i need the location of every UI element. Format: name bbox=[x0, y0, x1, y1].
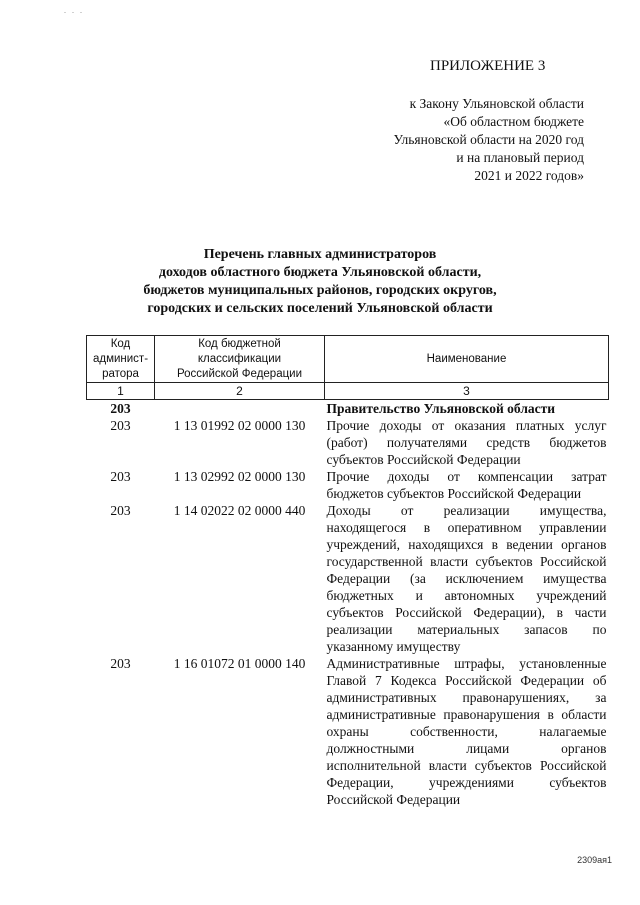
footer-code: 2309ая1 bbox=[577, 855, 612, 865]
name-cell: Прочие доходы от оказания платных услуг (работ) получателями средств бюджетов субъектов Российской Федерации bbox=[326, 418, 607, 467]
administrators-table bbox=[86, 335, 609, 808]
title-line: Перечень главных администраторов bbox=[203, 247, 437, 262]
name-cell: Правительство Ульяновской области bbox=[326, 401, 556, 416]
table-row bbox=[87, 417, 609, 468]
table-row bbox=[87, 400, 609, 418]
document-title bbox=[120, 246, 520, 318]
header-budget-code-line: классификации bbox=[197, 352, 282, 365]
title-line: городских и сельских поселений Ульяновской области bbox=[147, 301, 493, 316]
law-line: 2021 и 2022 годов» bbox=[474, 168, 584, 183]
table-row bbox=[87, 502, 609, 655]
table-row bbox=[87, 655, 609, 808]
admin-code-cell: 203 bbox=[110, 503, 131, 518]
table-row bbox=[87, 468, 609, 502]
column-number: 2 bbox=[155, 383, 325, 400]
name-cell: Доходы от реализации имущества, находящегося в оперативном управлении учреждений, находящихся в ведении органов государственной власти субъектов Российской Федерации (за исключением имущества бюджетных и автономных учреждений субъектов Российской Федерации), в части реализации материальных запасов по указанному имуществу bbox=[326, 503, 607, 654]
column-number: 3 bbox=[325, 383, 609, 400]
title-line: доходов областного бюджета Ульяновской области, bbox=[158, 265, 482, 280]
admin-code-cell: 203 bbox=[110, 401, 131, 416]
budget-code-cell: 1 16 01072 01 0000 140 bbox=[173, 656, 306, 671]
header-admin-code bbox=[87, 336, 155, 383]
corner-mark: . . . bbox=[64, 6, 84, 15]
law-reference bbox=[370, 95, 620, 185]
budget-code-cell: 1 13 02992 02 0000 130 bbox=[173, 469, 306, 484]
budget-code-cell: 1 14 02022 02 0000 440 bbox=[173, 503, 306, 518]
header-admin-code-line: Код bbox=[110, 337, 131, 350]
title-line: бюджетов муниципальных районов, городских округов, bbox=[143, 283, 497, 298]
header-name: Наименование bbox=[325, 336, 609, 383]
name-cell: Административные штрафы, установленные Главой 7 Кодекса Российской Федерации об административных правонарушениях, за административные правонарушения в области охраны собственности, налагаемые должностными лицами органов исполнительной власти субъектов Российской Федерации, учреждениями субъектов Российской Федерации bbox=[326, 656, 607, 807]
column-number: 1 bbox=[87, 383, 155, 400]
admin-code-cell: 203 bbox=[110, 656, 131, 671]
admin-code-cell: 203 bbox=[110, 418, 131, 433]
budget-code-cell: 1 13 01992 02 0000 130 bbox=[173, 418, 306, 433]
header-budget-code-line: Код бюджетной bbox=[198, 337, 281, 350]
law-line: и на плановый период bbox=[456, 150, 584, 165]
header-budget-code bbox=[155, 336, 325, 383]
law-line: к Закону Ульяновской области bbox=[409, 96, 584, 111]
name-cell: Прочие доходы от компенсации затрат бюджетов субъектов Российской Федерации bbox=[326, 469, 607, 501]
annex-header bbox=[370, 58, 620, 185]
header-admin-code-line: админист- bbox=[92, 352, 149, 365]
law-line: Ульяновской области на 2020 год bbox=[393, 132, 584, 147]
header-budget-code-line: Российской Федерации bbox=[176, 367, 303, 380]
annex-title: ПРИЛОЖЕНИЕ 3 bbox=[430, 58, 546, 74]
budget-code-cell bbox=[155, 400, 325, 418]
admin-code-cell: 203 bbox=[110, 469, 131, 484]
header-admin-code-line: ратора bbox=[102, 367, 139, 380]
law-line: «Об областном бюджете bbox=[443, 114, 584, 129]
